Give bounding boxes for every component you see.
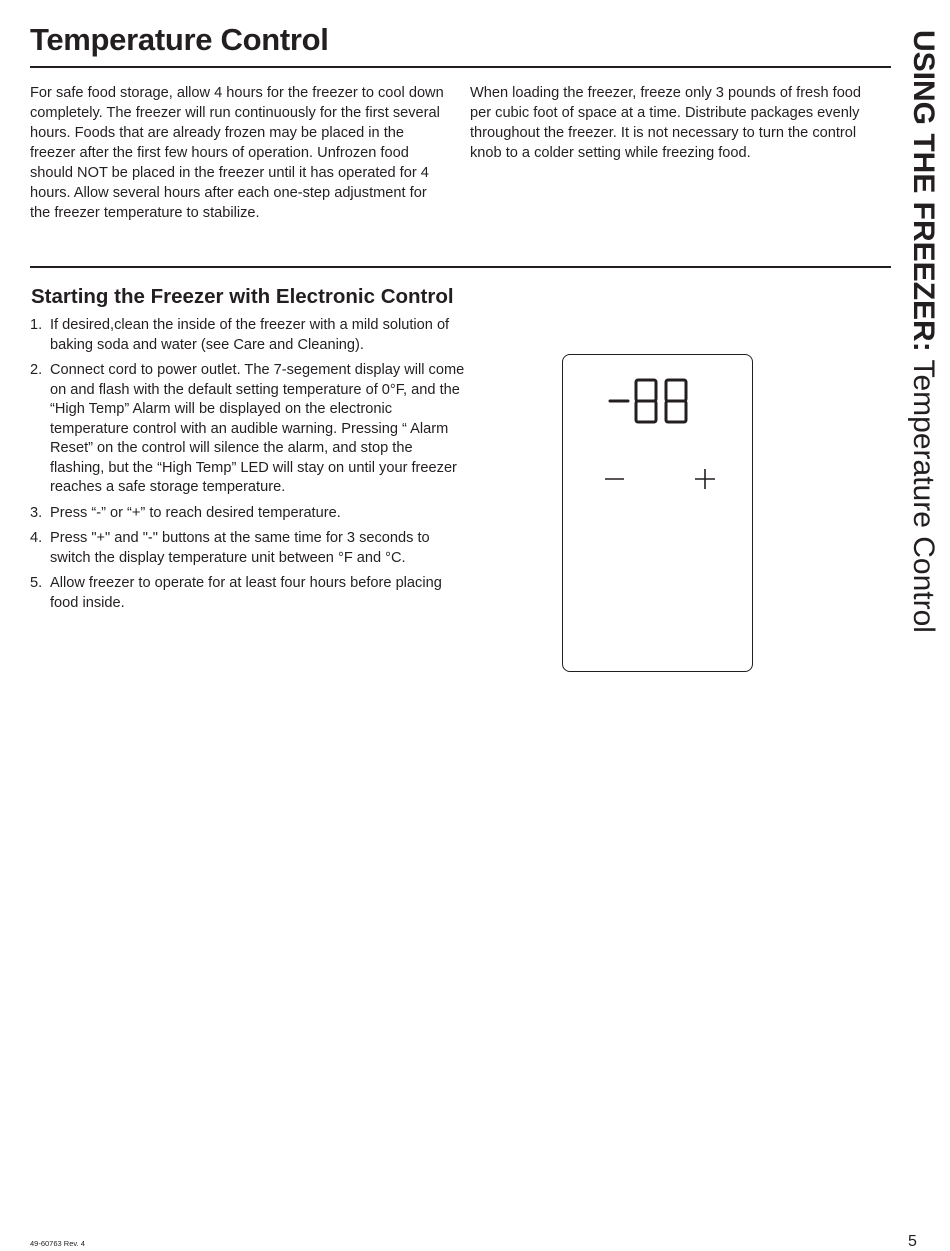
step-text: Allow freezer to operate for at least four hours before placing food inside. <box>50 575 442 611</box>
step-number: 5. <box>30 575 43 591</box>
step-text: Press “-” or “+” to reach desired temperature. <box>50 504 341 521</box>
step-text: Press "+" and "-" buttons at the same time for 3 seconds to switch the display temperature unit between °F and °C. <box>50 530 430 566</box>
side-tab-label: Temperature Control <box>907 351 940 633</box>
step-number: 1. <box>30 317 43 333</box>
section-title: Starting the Freezer with Electronic Control <box>31 285 454 308</box>
page-number: 5 <box>908 1233 917 1250</box>
minus-icon <box>602 466 628 492</box>
list-item <box>30 504 470 524</box>
top-divider <box>30 66 891 68</box>
step-number: 4. <box>30 530 43 546</box>
control-panel-illustration <box>562 354 753 672</box>
section-side-tab <box>903 30 943 710</box>
side-tab-bold-label: USING THE FREEZER: <box>907 30 940 352</box>
intro-right-paragraph: When loading the freezer, freeze only 3 pounds of fresh food per cubic foot of space at a time. Distribute packages evenly throughout the freezer. It is not necessary to turn the control knob to a colder setting while freezing food. <box>470 85 862 161</box>
page-title: Temperature Control <box>30 22 329 57</box>
plus-icon <box>692 466 718 492</box>
list-item <box>30 316 470 355</box>
step-text: If desired,clean the inside of the freezer with a mild solution of baking soda and water (see Care and Cleaning). <box>50 317 450 353</box>
steps-list <box>30 316 470 619</box>
plus-button[interactable] <box>692 466 718 492</box>
list-item <box>30 361 470 498</box>
step-text: Connect cord to power outlet. The 7-segement display will come on and flash with the default setting temperature of 0°F, and the “High Temp” Alarm will be displayed on the electronic temperature control with an audible warning. Pressing “ Alarm Reset” on the control will silence the alarm, and stop the flashing, but the “High Temp” LED will stay on until your freezer reaches a safe storage temperature. <box>50 362 465 495</box>
list-item <box>30 574 470 613</box>
list-item <box>30 529 470 568</box>
seven-segment-display <box>608 377 692 425</box>
intro-left-paragraph: For safe food storage, allow 4 hours for the freezer to cool down completely. The freezer will run continuously for the first several hours. Foods that are already frozen may be placed in the freezer after the first few hours of operation. Unfrozen food should NOT be placed in the freezer until it has operated for 4 hours. Allow several hours after each one-step adjustment for the freezer temperature to stabilize. <box>30 85 444 221</box>
minus-button[interactable] <box>602 466 628 492</box>
document-code: 49-60763 Rev. 4 <box>30 1239 85 1248</box>
step-number: 3. <box>30 504 43 521</box>
step-number: 2. <box>30 362 43 378</box>
section-divider <box>30 266 891 268</box>
